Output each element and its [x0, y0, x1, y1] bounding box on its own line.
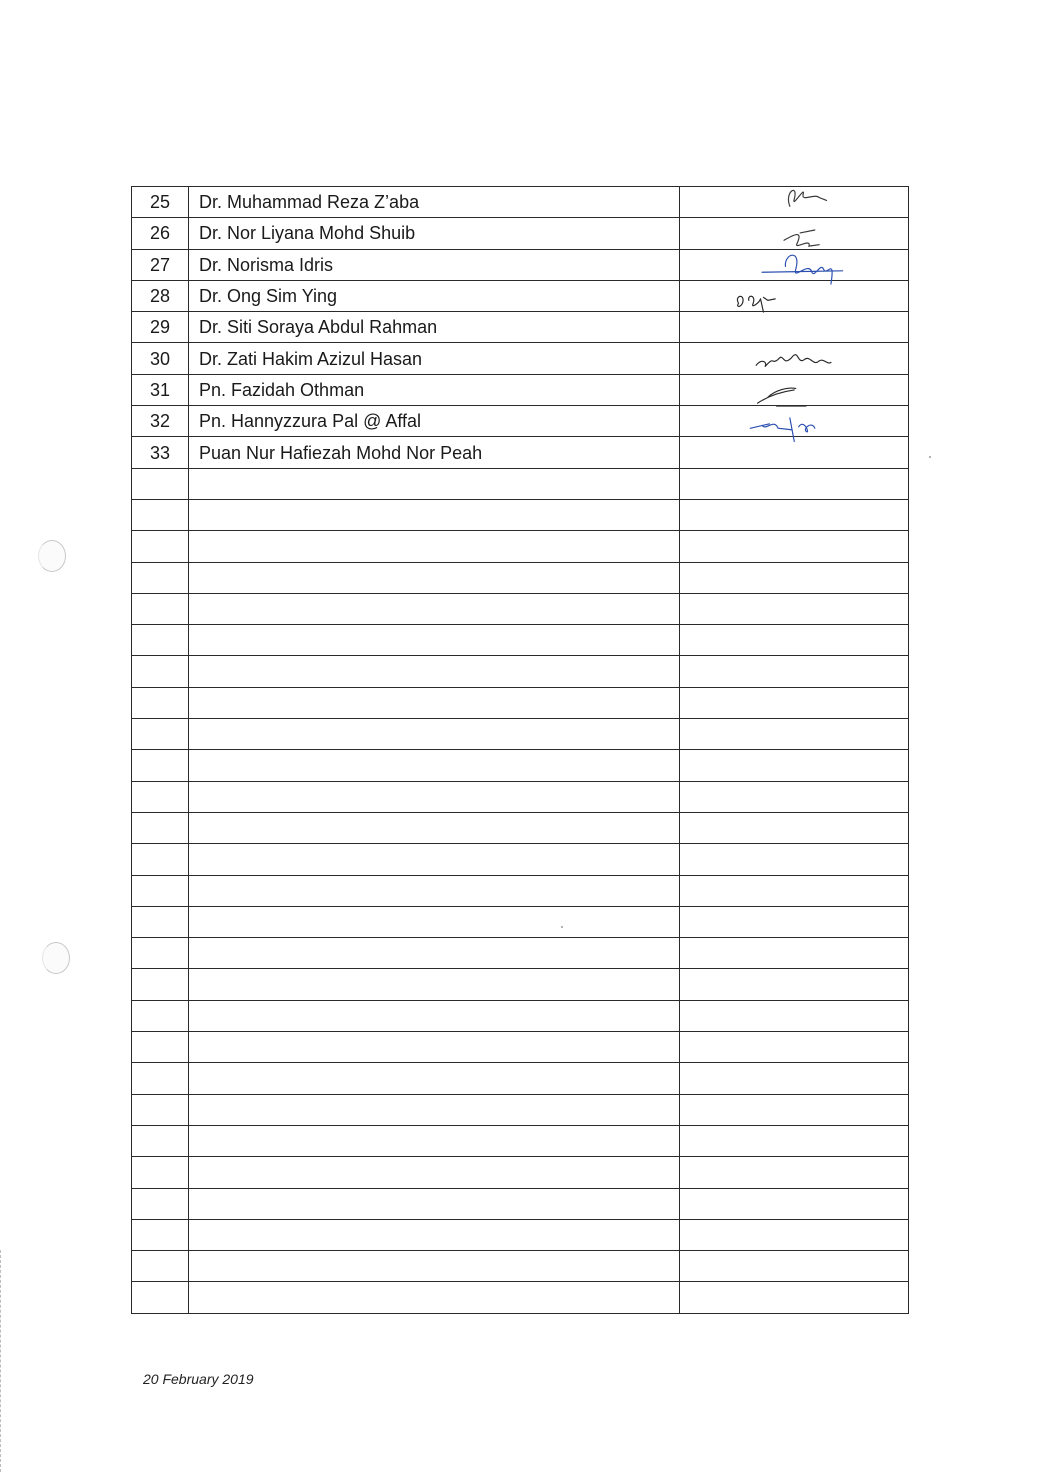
table-row [132, 280, 909, 311]
scan-speck [929, 456, 931, 458]
signature-cell-empty [680, 593, 909, 624]
empty-table-row [132, 656, 909, 687]
row-number-empty [132, 1219, 189, 1250]
row-number: 31 [132, 374, 189, 405]
attendee-name-empty [189, 1063, 680, 1094]
row-number-empty [132, 875, 189, 906]
signature-cell-empty [680, 531, 909, 562]
empty-table-row [132, 1063, 909, 1094]
empty-table-row [132, 812, 909, 843]
attendance-rows [132, 187, 909, 1314]
signature-cell-empty [680, 687, 909, 718]
empty-table-row [132, 1188, 909, 1219]
signature-cell [680, 406, 909, 437]
row-number-empty [132, 906, 189, 937]
attendee-name: Dr. Norisma Idris [189, 249, 680, 280]
empty-table-row [132, 468, 909, 499]
attendee-name: Dr. Siti Soraya Abdul Rahman [189, 312, 680, 343]
signature-cell-empty [680, 562, 909, 593]
attendee-name-empty [189, 938, 680, 969]
signature-cell-empty [680, 969, 909, 1000]
signature-cell-empty [680, 812, 909, 843]
row-number: 32 [132, 406, 189, 437]
row-number-empty [132, 1063, 189, 1094]
empty-table-row [132, 562, 909, 593]
signature-cell-empty [680, 1094, 909, 1125]
empty-table-row [132, 875, 909, 906]
attendee-name-empty [189, 1157, 680, 1188]
empty-table-row [132, 625, 909, 656]
row-number-empty [132, 593, 189, 624]
signature-cell-empty [680, 844, 909, 875]
row-number-empty [132, 1251, 189, 1282]
row-number-empty [132, 625, 189, 656]
signature-cell-empty [680, 1000, 909, 1031]
empty-table-row [132, 593, 909, 624]
row-number-empty [132, 719, 189, 750]
empty-table-row [132, 687, 909, 718]
empty-table-row [132, 1000, 909, 1031]
attendee-name: Puan Nur Hafiezah Mohd Nor Peah [189, 437, 680, 468]
attendee-name-empty [189, 750, 680, 781]
attendee-name: Dr. Muhammad Reza Z’aba [189, 187, 680, 218]
footer-date: 20 February 2019 [143, 1371, 254, 1387]
attendee-name-empty [189, 562, 680, 593]
empty-table-row [132, 844, 909, 875]
row-number: 26 [132, 218, 189, 249]
empty-table-row [132, 1282, 909, 1313]
row-number: 27 [132, 249, 189, 280]
signature-cell-empty [680, 1251, 909, 1282]
signature-cell-empty [680, 1157, 909, 1188]
row-number: 25 [132, 187, 189, 218]
attendee-name-empty [189, 656, 680, 687]
empty-table-row [132, 969, 909, 1000]
attendee-name-empty [189, 812, 680, 843]
empty-table-row [132, 499, 909, 530]
row-number-empty [132, 562, 189, 593]
attendee-name-empty [189, 531, 680, 562]
attendee-name-empty [189, 687, 680, 718]
attendee-name-empty [189, 468, 680, 499]
attendance-table [131, 186, 909, 1314]
punch-hole-bottom [42, 942, 70, 974]
attendee-name-empty [189, 1000, 680, 1031]
row-number-empty [132, 1000, 189, 1031]
row-number-empty [132, 844, 189, 875]
attendee-name: Dr. Ong Sim Ying [189, 280, 680, 311]
table-row [132, 437, 909, 468]
empty-table-row [132, 781, 909, 812]
attendee-name-empty [189, 906, 680, 937]
signature-cell-empty [680, 656, 909, 687]
handwritten-signature [710, 396, 880, 440]
row-number-empty [132, 656, 189, 687]
attendee-name: Dr. Nor Liyana Mohd Shuib [189, 218, 680, 249]
attendee-name-empty [189, 875, 680, 906]
empty-table-row [132, 1251, 909, 1282]
signature-cell [680, 437, 909, 468]
signature-stroke [788, 190, 826, 206]
empty-table-row [132, 1094, 909, 1125]
row-number-empty [132, 1094, 189, 1125]
attendee-name-empty [189, 593, 680, 624]
handwritten-signature [710, 271, 880, 315]
row-number-empty [132, 499, 189, 530]
signature-cell-empty [680, 468, 909, 499]
signature-cell-empty [680, 750, 909, 781]
signature-cell-empty [680, 1188, 909, 1219]
empty-table-row [132, 938, 909, 969]
attendee-name-empty [189, 844, 680, 875]
empty-table-row [132, 1157, 909, 1188]
attendee-name-empty [189, 499, 680, 530]
attendee-name-empty [189, 1251, 680, 1282]
attendee-name-empty [189, 1219, 680, 1250]
scan-edge-marks [0, 1250, 3, 1472]
punch-hole-top [38, 540, 66, 572]
signature-cell-empty [680, 499, 909, 530]
signature-cell-empty [680, 1032, 909, 1063]
empty-table-row [132, 531, 909, 562]
row-number: 33 [132, 437, 189, 468]
signature-cell-empty [680, 938, 909, 969]
signature-cell-empty [680, 1282, 909, 1313]
signature-cell-empty [680, 906, 909, 937]
attendee-name-empty [189, 781, 680, 812]
row-number-empty [132, 1032, 189, 1063]
attendee-name-empty [189, 1125, 680, 1156]
row-number-empty [132, 1157, 189, 1188]
row-number-empty [132, 750, 189, 781]
signature-cell [680, 280, 909, 311]
signature-cell-empty [680, 1063, 909, 1094]
row-number-empty [132, 1188, 189, 1219]
empty-table-row [132, 750, 909, 781]
row-number-empty [132, 531, 189, 562]
row-number: 28 [132, 280, 189, 311]
row-number-empty [132, 812, 189, 843]
row-number-empty [132, 468, 189, 499]
attendee-name: Pn. Hannyzzura Pal @ Affal [189, 406, 680, 437]
attendee-name-empty [189, 1188, 680, 1219]
row-number-empty [132, 781, 189, 812]
row-number-empty [132, 687, 189, 718]
signature-cell-empty [680, 1219, 909, 1250]
empty-table-row [132, 1219, 909, 1250]
empty-table-row [132, 1032, 909, 1063]
attendee-name-empty [189, 625, 680, 656]
row-number-empty [132, 969, 189, 1000]
attendee-name-empty [189, 969, 680, 1000]
empty-table-row [132, 719, 909, 750]
row-number: 29 [132, 312, 189, 343]
signature-cell-empty [680, 781, 909, 812]
signature-cell-empty [680, 625, 909, 656]
row-number-empty [132, 1282, 189, 1313]
signature-stroke [737, 296, 775, 312]
attendee-name: Pn. Fazidah Othman [189, 374, 680, 405]
attendee-name-empty [189, 1032, 680, 1063]
signature-cell-empty [680, 875, 909, 906]
empty-table-row [132, 1125, 909, 1156]
row-number-empty [132, 1125, 189, 1156]
row-number: 30 [132, 343, 189, 374]
attendee-name-empty [189, 719, 680, 750]
table-row [132, 406, 909, 437]
row-number-empty [132, 938, 189, 969]
signature-cell-empty [680, 719, 909, 750]
attendee-name-empty [189, 1094, 680, 1125]
attendee-name: Dr. Zati Hakim Azizul Hasan [189, 343, 680, 374]
empty-table-row [132, 906, 909, 937]
signature-cell-empty [680, 1125, 909, 1156]
attendee-name-empty [189, 1282, 680, 1313]
